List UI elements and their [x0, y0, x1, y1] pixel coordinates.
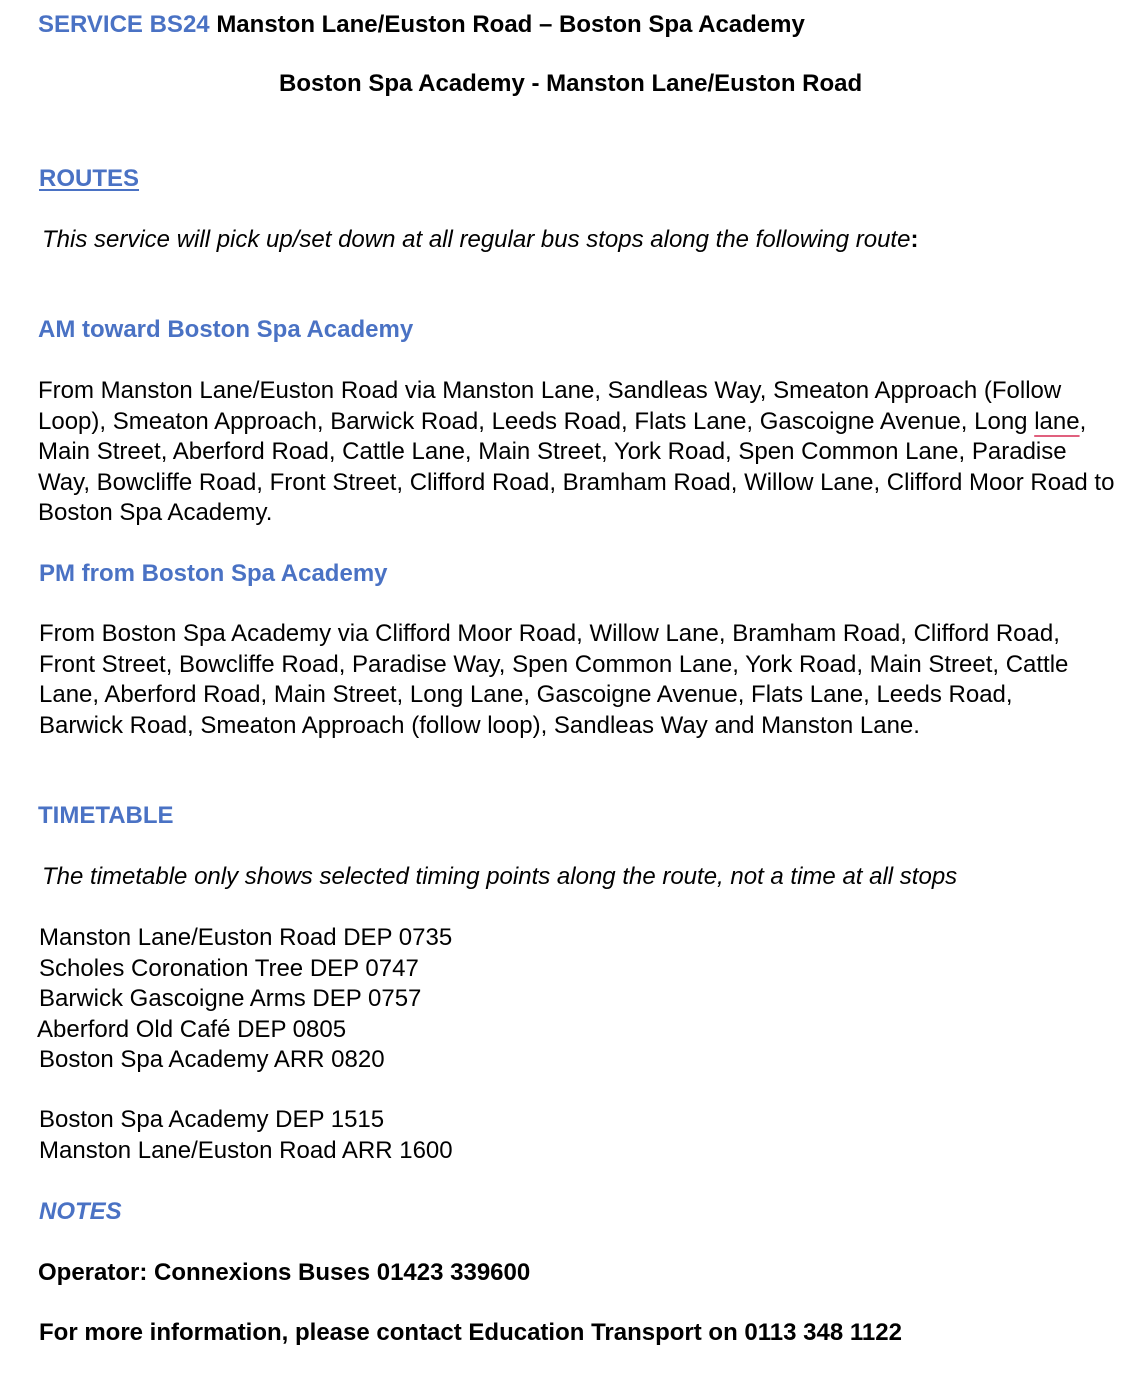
timetable-row: Manston Lane/Euston Road ARR 1600 [39, 1136, 453, 1164]
notes-heading: NOTES [39, 1198, 122, 1225]
am-route-text [38, 376, 1122, 529]
pm-timetable [39, 1105, 453, 1166]
contact-info: For more information, please contact Education Transport on 0113 348 1122 [39, 1319, 902, 1346]
timetable-note: The timetable only shows selected timing points along the route, not a time at all stops [42, 863, 958, 890]
timetable-row: Boston Spa Academy ARR 0820 [39, 1046, 385, 1073]
am-route-text-after: , Main Street, Aberford Road, Cattle Lane, Main Street, York Road, Spen Common Lane, Paradise Way, Bowcliffe Road, Front Street, Clifford Road, Bramham Road, Willow Lane, Clifford Moor Road to Boston Spa Academy. [38, 407, 1115, 526]
routes-intro-text: This service will pick up/set down at all regular bus stops along the following route [42, 226, 911, 253]
return-route-title: Boston Spa Academy - Manston Lane/Euston Road [279, 70, 863, 97]
timetable-row: Barwick Gascoigne Arms DEP 0757 [39, 985, 422, 1012]
pm-heading: PM from Boston Spa Academy [39, 560, 388, 587]
am-timetable [39, 923, 452, 1076]
timetable-row: Boston Spa Academy DEP 1515 [39, 1106, 385, 1133]
timetable-row: Aberford Old Café DEP 0805 [37, 1015, 347, 1043]
am-heading: AM toward Boston Spa Academy [38, 316, 414, 343]
spellcheck-flagged-word: lane [1034, 407, 1080, 435]
routes-intro [42, 225, 918, 255]
routes-intro-colon: : [910, 226, 919, 253]
service-title [38, 10, 805, 40]
timetable-row: Manston Lane/Euston Road DEP 0735 [39, 924, 453, 951]
pm-route-text: From Boston Spa Academy via Clifford Moor Road, Willow Lane, Bramham Road, Clifford Road, Front Street, Bowcliffe Road, Paradise Way, Spen Common Lane, York Road, Main Street, Cattle Lane, Aberford Road, Main Street, Long Lane, Gascoigne Avenue, Flats Lane, Leeds Road, Barwick Road, Smeaton Approach (follow loop), Sandleas Way and Manston Lane. [39, 620, 1069, 739]
am-route-text-before: From Manston Lane/Euston Road via Manston Lane, Sandleas Way, Smeaton Approach (Follow Loop), Smeaton Approach, Barwick Road, Leeds Road, Flats Lane, Gascoigne Avenue, Long [38, 377, 1062, 435]
timetable-row: Scholes Coronation Tree DEP 0747 [39, 954, 419, 982]
operator-info: Operator: Connexions Buses 01423 339600 [38, 1259, 531, 1286]
routes-heading: ROUTES [39, 165, 140, 192]
service-code: SERVICE BS24 [38, 11, 210, 38]
timetable-heading: TIMETABLE [38, 802, 174, 829]
service-route: Manston Lane/Euston Road – Boston Spa Academy [216, 11, 805, 38]
